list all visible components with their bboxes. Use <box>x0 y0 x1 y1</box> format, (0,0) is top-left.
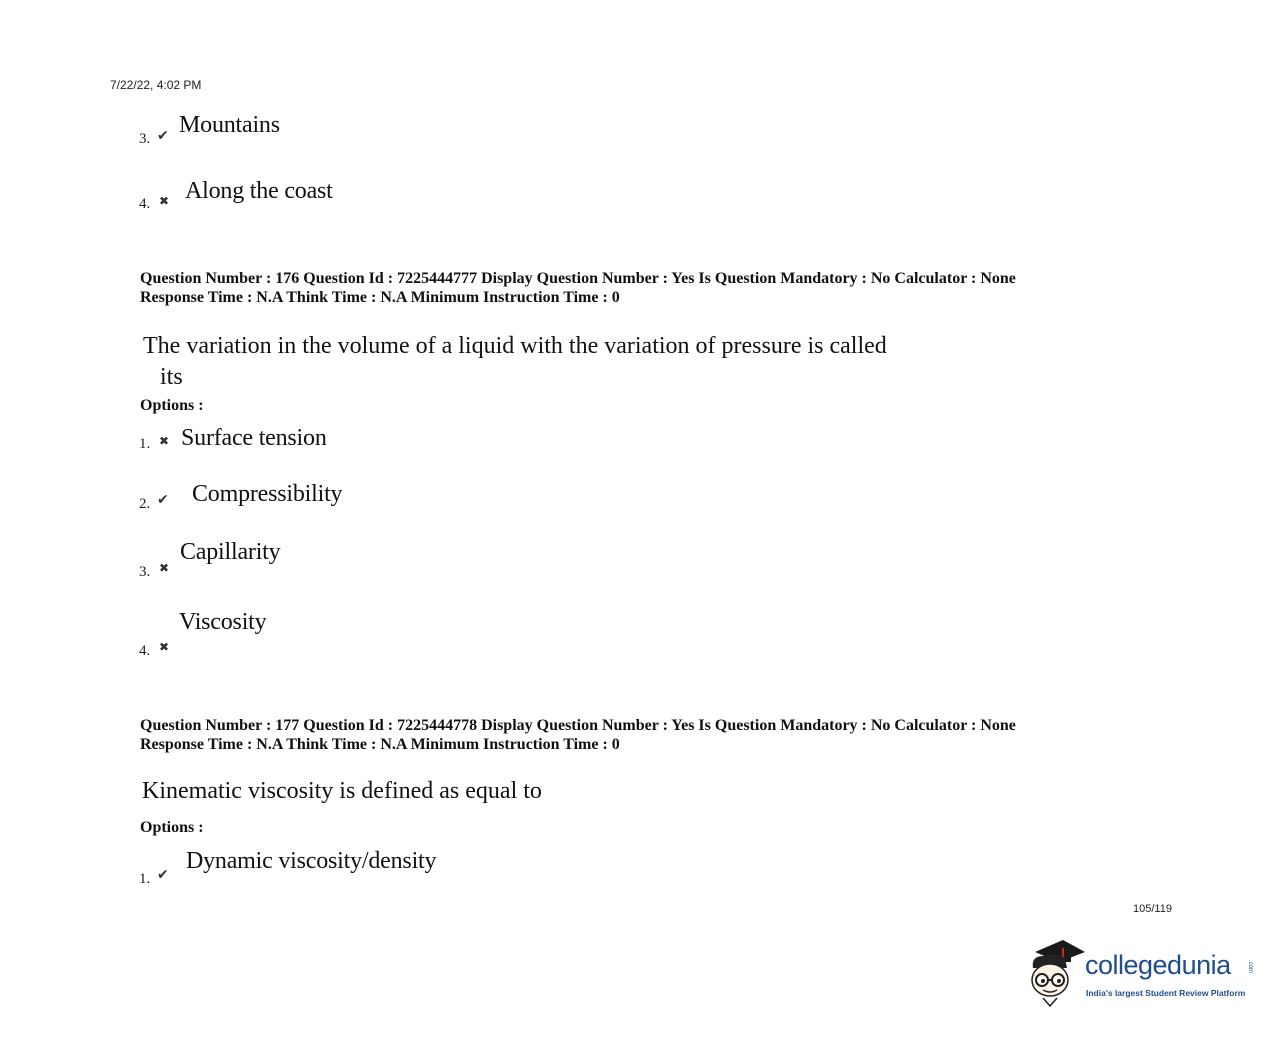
option-number: 3. <box>139 131 151 147</box>
option-text: Compressibility <box>192 481 343 507</box>
logo-tagline: India's largest Student Review Platform <box>1086 988 1246 998</box>
option-text: Viscosity <box>179 609 267 635</box>
option-number: 3. <box>139 564 151 580</box>
wrong-cross-icon: ✖ <box>159 640 170 654</box>
options-label: Options : <box>140 397 204 414</box>
logo-wordmark: collegedunia <box>1085 950 1231 980</box>
question-meta-line: Question Number : 177 Question Id : 7225444778 Display Question Number : Yes Is Question Mandatory : No Calculator : None <box>140 717 1016 734</box>
options-label: Options : <box>140 819 204 836</box>
correct-check-icon: ✔ <box>157 492 169 508</box>
question-text: The variation in the volume of a liquid with the variation of pressure is called <box>143 333 887 359</box>
question-text-continued: its <box>160 364 183 390</box>
graduate-mascot-icon <box>1025 938 1087 1008</box>
wrong-cross-icon: ✖ <box>159 561 170 575</box>
option-number: 1. <box>139 436 151 452</box>
print-timestamp: 7/22/22, 4:02 PM <box>110 78 202 92</box>
question-meta <box>140 269 1016 307</box>
question-meta <box>140 716 1016 754</box>
correct-check-icon: ✔ <box>157 128 169 144</box>
correct-check-icon: ✔ <box>157 867 169 883</box>
question-text: Kinematic viscosity is defined as equal to <box>142 778 542 804</box>
option-number: 4. <box>139 643 151 659</box>
option-text: Along the coast <box>185 178 333 204</box>
option-text: Dynamic viscosity/density <box>186 848 437 874</box>
logo-dotcom: .com <box>1247 960 1253 974</box>
page-number: 105/119 <box>1133 903 1172 915</box>
wrong-cross-icon: ✖ <box>159 434 170 448</box>
collegedunia-logo <box>1025 938 1255 1008</box>
wrong-cross-icon: ✖ <box>159 194 170 208</box>
option-number: 2. <box>139 496 151 512</box>
option-number: 1. <box>139 871 151 887</box>
option-text: Mountains <box>179 112 280 138</box>
option-text: Surface tension <box>181 425 327 451</box>
option-text: Capillarity <box>180 539 281 565</box>
question-meta-line: Question Number : 176 Question Id : 7225444777 Display Question Number : Yes Is Question Mandatory : No Calculator : None <box>140 270 1016 287</box>
question-meta-line: Response Time : N.A Think Time : N.A Minimum Instruction Time : 0 <box>140 736 620 753</box>
question-meta-line: Response Time : N.A Think Time : N.A Minimum Instruction Time : 0 <box>140 289 620 306</box>
option-number: 4. <box>139 196 151 212</box>
